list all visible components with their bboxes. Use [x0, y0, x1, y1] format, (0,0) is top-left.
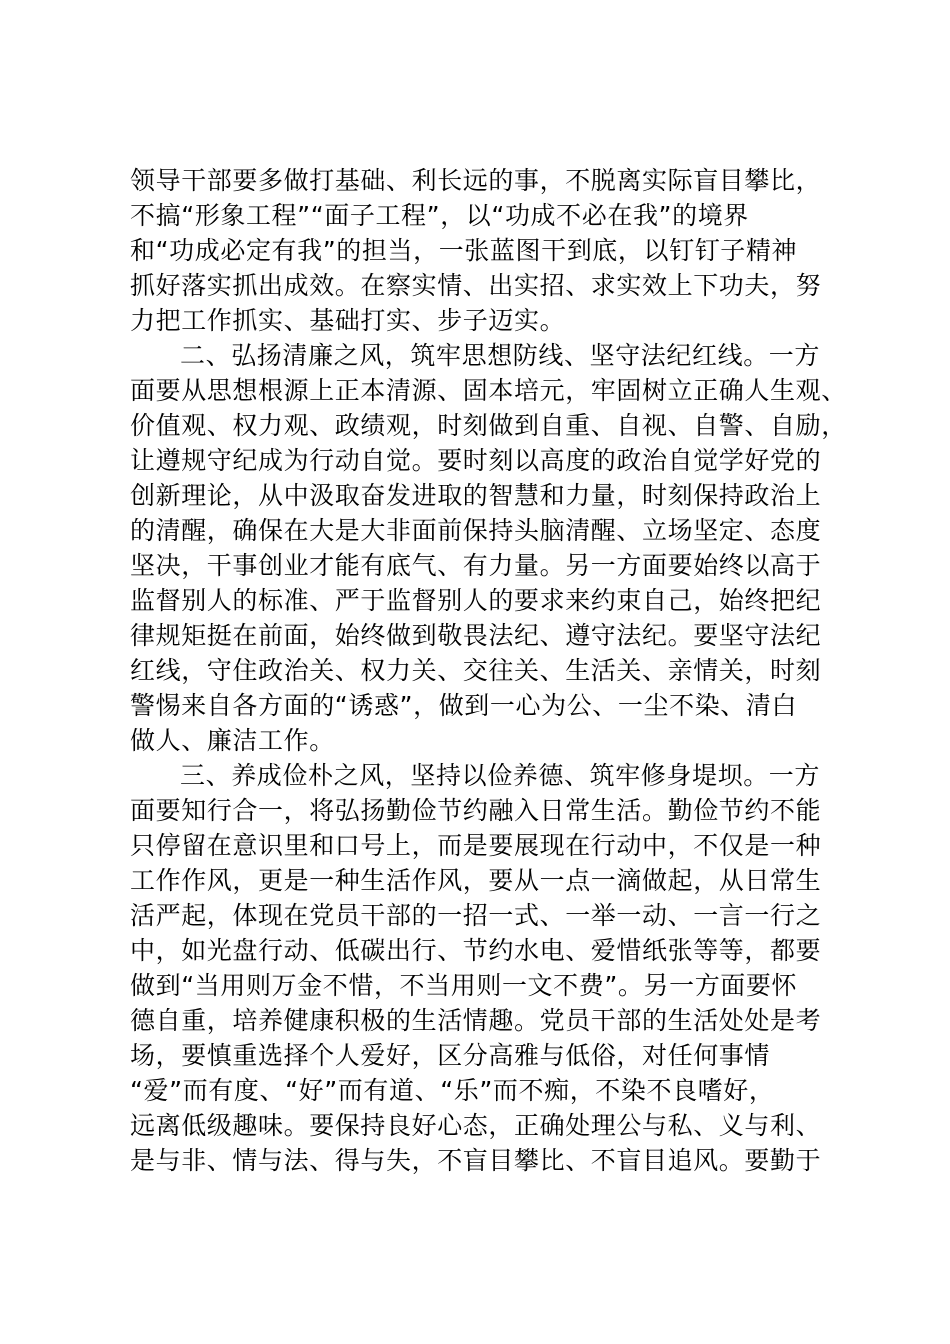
text-line: 红线，守住政治关、权力关、交往关、生活关、亲情关，时刻 [130, 656, 822, 685]
text-line: 面要知行合一，将弘扬勤俭节约融入日常生活。勤俭节约不能 [130, 796, 822, 825]
text-line: 和“功成必定有我”的担当，一张蓝图干到底，以钉钉子精神 [130, 236, 798, 265]
text-line: 坚决，干事创业才能有底气、有力量。另一方面要始终以高于 [130, 551, 822, 580]
text-line: 做到“当用则万金不惜，不当用则一文不费”。另一方面要怀 [130, 971, 798, 1000]
text-line: 价值观、权力观、政绩观，时刻做到自重、自视、自警、自励， [130, 411, 847, 440]
text-line: “爱”而有度、“好”而有道、“乐”而不痴，不染不良嗜好， [130, 1076, 775, 1105]
text-line: 警惕来自各方面的“诱惑”，做到一心为公、一尘不染、清白 [130, 691, 798, 720]
text-line: 力把工作抓实、基础打实、步子迈实。 [130, 306, 566, 335]
text-line: 监督别人的标准、严于监督别人的要求来约束自己，始终把纪 [130, 586, 822, 615]
text-line: 工作作风，更是一种生活作风，要从一点一滴做起，从日常生 [130, 866, 822, 895]
text-line: 只停留在意识里和口号上，而是要展现在行动中，不仅是一种 [130, 831, 822, 860]
text-line: 抓好落实抓出成效。在察实情、出实招、求实效上下功夫，努 [130, 271, 822, 300]
text-line: 场，要慎重选择个人爱好，区分高雅与低俗，对任何事情 [130, 1041, 771, 1070]
text-line: 领导干部要多做打基础、利长远的事，不脱离实际盲目攀比， [130, 166, 822, 195]
text-line: 德自重，培养健康积极的生活情趣。党员干部的生活处处是考 [130, 1006, 822, 1035]
text-line: 的清醒，确保在大是大非面前保持头脑清醒、立场坚定、态度 [130, 516, 822, 545]
text-line: 做人、廉洁工作。 [130, 726, 335, 755]
text-line: 创新理论，从中汲取奋发进取的智慧和力量，时刻保持政治上 [130, 481, 822, 510]
text-line: 中，如光盘行动、低碳出行、节约水电、爱惜纸张等等，都要 [130, 936, 822, 965]
document-body [130, 163, 847, 1178]
text-line: 活严起，体现在党员干部的一招一式、一举一动、一言一行之 [130, 901, 822, 930]
text-line: 面要从思想根源上正本清源、固本培元，牢固树立正确人生观、 [130, 376, 847, 405]
text-line: 让遵规守纪成为行动自觉。要时刻以高度的政治自觉学好党的 [130, 446, 822, 475]
text-line: 是与非、情与法、得与失，不盲目攀比、不盲目追风。要勤于 [130, 1146, 822, 1175]
text-line: 律规矩挺在前面，始终做到敬畏法纪、遵守法纪。要坚守法纪 [130, 621, 822, 650]
section-three-heading-line: 三、养成俭朴之风，坚持以俭养德、筑牢修身堤坝。一方 [180, 761, 821, 790]
text-line: 远离低级趣味。要保持良好心态，正确处理公与私、义与利、 [130, 1111, 822, 1140]
section-two-heading-line: 二、弘扬清廉之风，筑牢思想防线、坚守法纪红线。一方 [180, 341, 821, 370]
text-line: 不搞“形象工程”“面子工程”，以“功成不必在我”的境界 [130, 201, 749, 230]
